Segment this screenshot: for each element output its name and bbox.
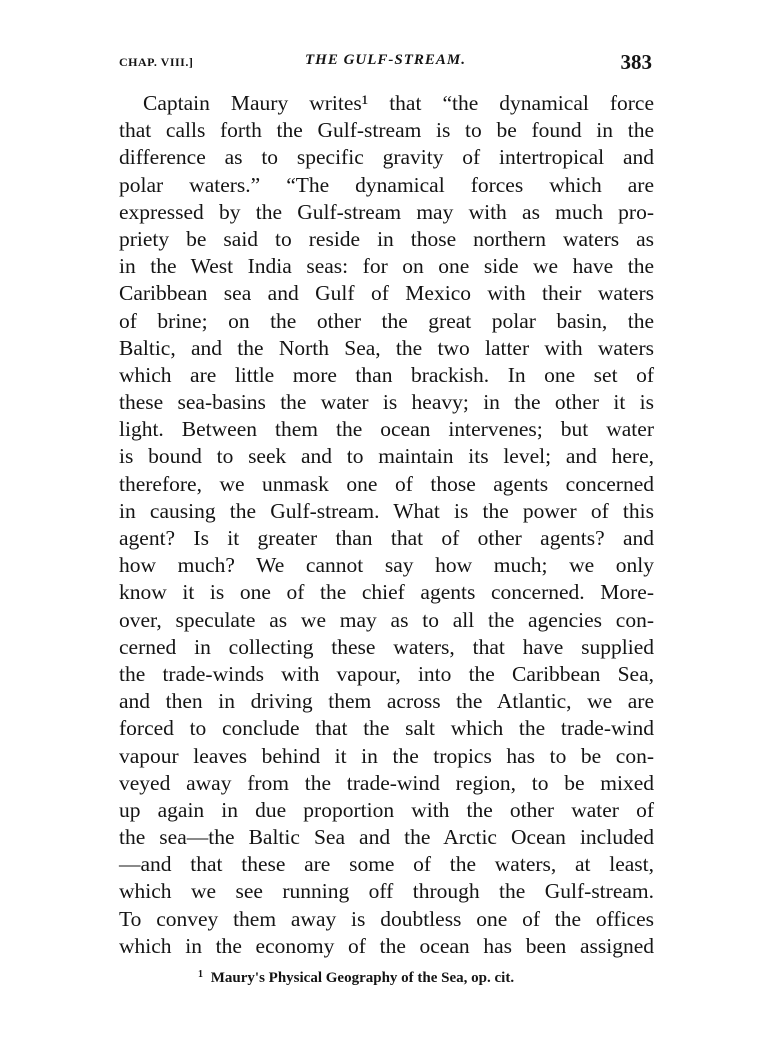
text-line: polar waters.” “The dynamical forces which are [119,172,654,197]
body-text [119,90,654,960]
text-line: expressed by the Gulf-stream may with as much pro- [119,199,654,224]
text-line: Caribbean sea and Gulf of Mexico with their waters [119,281,654,306]
text-line: vapour leaves behind it in the tropics has to be con- [119,743,654,768]
footnote-text: Maury's Physical Geography of the Sea, op. cit. [210,970,515,986]
text-line: Captain Maury writes¹ that “the dynamical force [143,91,654,115]
text-line: up again in due proportion with the other water of [119,797,654,822]
text-line: and then in driving them across the Atlantic, we are [119,689,654,714]
running-header [119,50,652,78]
text-line: veyed away from the trade-wind region, to be mixed [119,770,654,795]
text-line: over, speculate as we may as to all the agencies con- [119,607,654,632]
text-line: difference as to specific gravity of intertropical and [119,145,654,170]
chapter-label: CHAP. VIII.] [119,55,194,69]
text-line: therefore, we unmask one of those agents concerned [119,471,654,496]
text-line: which are little more than brackish. In one set of [119,362,654,387]
text-line: in the West India seas: for on one side we have the [119,254,654,279]
text-line: —and that these are some of the waters, at least, [119,852,654,877]
text-line: agent? Is it greater than that of other agents? and [119,526,654,550]
text-line: in causing the Gulf-stream. What is the power of this [119,498,654,523]
text-line: which we see running off through the Gulf-stream. [119,879,654,904]
text-line: cerned in collecting these waters, that have supplied [119,634,654,659]
footnote [198,969,514,987]
text-line: is bound to seek and to maintain its level; and here, [119,444,654,469]
text-line: of brine; on the other the great polar basin, the [119,308,654,333]
text-line: which in the economy of the ocean has been assigned [119,933,654,958]
page-number: 383 [620,50,652,74]
text-line: these sea-basins the water is heavy; in the other it is [119,390,654,415]
text-line: that calls forth the Gulf-stream is to be found in the [119,118,654,143]
text-line: Baltic, and the North Sea, the two latter with waters [119,335,654,360]
text-line: To convey them away is doubtless one of the offices [119,906,654,931]
text-line: forced to conclude that the salt which the trade-wind [119,716,654,741]
text-line: light. Between them the ocean intervenes; but water [119,417,654,442]
text-line: how much? We cannot say how much; we only [119,553,654,578]
footnote-marker: 1 [198,969,203,980]
text-line: priety be said to reside in those northern waters as [119,226,654,251]
text-line: the sea—the Baltic Sea and the Arctic Ocean included [119,825,654,850]
running-title: THE GULF-STREAM. [304,52,467,68]
text-line: the trade-winds with vapour, into the Caribbean Sea, [119,661,654,686]
text-line: know it is one of the chief agents concerned. More- [119,580,654,605]
